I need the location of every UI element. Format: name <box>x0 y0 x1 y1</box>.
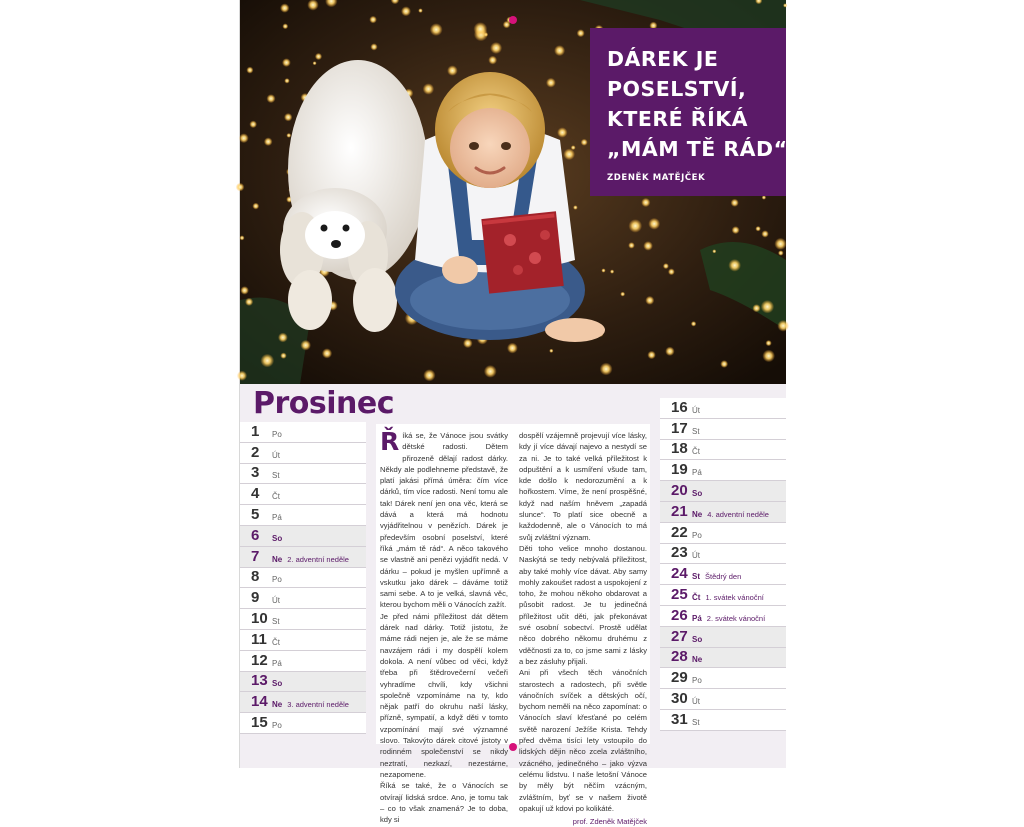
weekday-name: Pá <box>692 468 702 478</box>
weekday-name: Po <box>692 676 702 686</box>
day-number: 30 <box>671 689 688 707</box>
day-row <box>660 419 786 440</box>
day-row <box>660 585 786 606</box>
day-number: 2 <box>251 443 260 461</box>
weekday-name: Út <box>692 405 700 415</box>
day-row <box>660 564 786 585</box>
weekday-name: St <box>272 616 280 626</box>
quote-box <box>590 28 796 196</box>
quote-line: DÁREK JE <box>607 47 719 71</box>
weekday-name: Čt <box>272 492 280 502</box>
weekday-name: Čt <box>272 637 280 647</box>
day-number: 6 <box>251 526 260 544</box>
holiday-label: Štědrý den <box>705 572 742 582</box>
day-row <box>660 627 786 648</box>
day-number: 28 <box>671 648 688 666</box>
quote-line: POSELSTVÍ, <box>607 77 747 101</box>
day-number: 18 <box>671 440 688 458</box>
weekday-name: Ne <box>692 655 703 665</box>
article-column-2 <box>519 430 647 827</box>
day-number: 11 <box>251 630 267 648</box>
top-hole-marker <box>509 16 517 24</box>
weekday-name: Po <box>272 429 282 439</box>
day-row <box>240 713 366 734</box>
day-number: 16 <box>671 398 688 416</box>
holiday-label: 4. adventní neděle <box>707 509 769 519</box>
weekday-name: St <box>692 572 700 582</box>
day-number: 14 <box>251 693 268 711</box>
weekday-name: Po <box>692 530 702 540</box>
quote-text <box>607 44 796 164</box>
article-paragraph: Říká se také, že o Vánocích se otvírají lidská srdce. Ano, je tomu tak – co to však znamená? Je to doba, kdy si <box>380 781 508 825</box>
day-row <box>240 568 366 589</box>
day-row <box>240 630 366 651</box>
quote-author: ZDENĚK MATĚJČEK <box>607 173 706 183</box>
day-row <box>660 689 786 710</box>
day-row <box>240 651 366 672</box>
day-row <box>660 668 786 689</box>
article-paragraph: Ani při všech těch vánočních starostech a radostech, při světle vánočních svíček a dětských očí, bychom neměli na něco zapomínat: o Vánocích slaví křesťané po celém světě narození Ježíše Krista. Tehdy před dvěma tisíci lety vstoupilo do lidských dějin něco zcela zvláštního, vzácného, jedinečného – jako výzva celému lidstvu. I naše letošní Vánoce by měly být něčím vzácným, zvláštním, byť se v našem životě opakují už kdovi po kolikáté. <box>519 668 647 813</box>
weekday-name: So <box>692 488 703 498</box>
day-number: 9 <box>251 589 260 607</box>
day-number: 8 <box>251 568 260 586</box>
day-row <box>240 464 366 485</box>
quote-line: KTERÉ ŘÍKÁ <box>607 107 748 131</box>
weekday-name: So <box>692 634 703 644</box>
day-row <box>240 443 366 464</box>
day-number: 19 <box>671 461 688 479</box>
day-row <box>240 588 366 609</box>
article-paragraph: dospělí vzájemně projevují více lásky, kdy jí více dávají najevo a nestydí se za ni. Je to také velká příležitost k odpuštění a k usmíření všude tam, kde došlo k nedorozumění a k hořkostem. Víme, že není prospěšné, když nad naším hněvem „zapadá slunce“. To platí sice obecně a každodenně, ale o Vánocích to má svůj zvláštní význam. <box>519 431 647 542</box>
day-row <box>660 481 786 502</box>
day-number: 31 <box>671 710 688 728</box>
holiday-label: 3. adventní neděle <box>287 700 349 710</box>
day-number: 12 <box>251 651 268 669</box>
day-row <box>240 547 366 568</box>
days-list-right <box>660 398 786 731</box>
day-row <box>240 526 366 547</box>
day-row <box>660 710 786 731</box>
day-number: 1 <box>251 422 260 440</box>
weekday-name: Út <box>692 696 700 706</box>
weekday-name: Pá <box>692 613 702 623</box>
day-row <box>240 692 366 713</box>
article-column-1 <box>380 427 508 825</box>
day-row <box>240 672 366 693</box>
weekday-name: So <box>272 533 283 543</box>
day-number: 27 <box>671 627 688 645</box>
weekday-name: Út <box>272 596 280 606</box>
article <box>376 424 650 827</box>
day-row <box>660 440 786 461</box>
day-number: 15 <box>251 713 268 731</box>
weekday-name: Ne <box>692 509 703 519</box>
weekday-name: Čt <box>692 447 700 457</box>
weekday-name: Ne <box>272 700 283 710</box>
quote-line: „MÁM TĚ RÁD“. <box>607 137 796 161</box>
day-number: 13 <box>251 672 268 690</box>
day-number: 5 <box>251 505 260 523</box>
day-number: 29 <box>671 669 688 687</box>
weekday-name: Pá <box>272 512 282 522</box>
day-row <box>660 648 786 669</box>
day-number: 25 <box>671 585 688 603</box>
weekday-name: Po <box>272 575 282 585</box>
day-row <box>240 422 366 443</box>
weekday-name: St <box>692 717 700 727</box>
day-row <box>240 505 366 526</box>
day-row <box>660 502 786 523</box>
holiday-label: 1. svátek vánoční <box>705 592 764 602</box>
weekday-name: So <box>272 679 283 689</box>
weekday-name: Pá <box>272 658 282 668</box>
day-row <box>660 523 786 544</box>
holiday-label: 2. adventní neděle <box>287 554 349 564</box>
weekday-name: St <box>272 471 280 481</box>
weekday-name: Út <box>692 551 700 561</box>
day-number: 10 <box>251 609 268 627</box>
drop-cap: Ř <box>380 427 400 456</box>
day-row <box>660 544 786 565</box>
day-row <box>240 609 366 630</box>
day-number: 26 <box>671 606 688 624</box>
day-number: 22 <box>671 523 688 541</box>
day-number: 3 <box>251 464 260 482</box>
day-row <box>660 606 786 627</box>
calendar-page <box>239 0 796 827</box>
month-title: Prosinec <box>253 386 395 421</box>
weekday-name: Po <box>272 720 282 730</box>
day-number: 20 <box>671 481 688 499</box>
article-paragraph: Děti toho velice mnoho dostanou. Naskýtá se tedy nebývalá příležitost, aby také mohly více dávat. Aby samy mohly zakoušet radost a uspokojení z toho, že mohou někoho obdarovat a působit radost. Je tu jedinečná příležitost učit děti, jak překonávat své osobní sobectví. Prostě udělat něco dobrého někomu druhému z vděčnosti za to, co jsme sami z lásky a bez zásluhy přijali. <box>519 543 647 666</box>
day-number: 17 <box>671 419 688 437</box>
article-paragraph: Je před námi příležitost dát dětem dárek nad dárky. Totiž jistotu, že máme rádi nejen je, ale že se máme navzájem rádi i my dospělí kolem dokola. A není vůbec od věci, když třeba při štědrovečerní večeři vyhradíme chvíli, kdy všichni společně vzpomínáme na ty, kdo nějak patří do okruhu naší lásky, přízně, sympatií, a když děti v tomto vzpomínání mají své významné slovo. Takovýto dárek citové jistoty v rodinném společenství se nikdy neztratí, nezkazí, nezestárne, nezapomene. <box>380 611 508 779</box>
day-number: 23 <box>671 544 688 562</box>
day-number: 7 <box>251 547 260 565</box>
days-list-left <box>240 422 366 734</box>
weekday-name: Út <box>272 450 280 460</box>
holiday-label: 2. svátek vánoční <box>706 613 766 623</box>
weekday-name: Čt <box>692 592 701 602</box>
weekday-name: St <box>692 426 700 436</box>
article-signature: prof. Zdeněk Matějček <box>572 817 647 827</box>
day-number: 24 <box>671 565 688 583</box>
day-number: 21 <box>671 502 688 520</box>
day-number: 4 <box>251 485 260 503</box>
day-row <box>660 398 786 419</box>
article-paragraph: Říká se, že Vánoce jsou svátky dětské radosti. Dětem přirozeně dělají radost dárky. Někdy ale podlehneme představě, že platí jakási přímá úměra: čím více dárků, tím více radosti. Není tomu ale tak! Dárek není jen ona věc, která se dává a která má hodnotu vyjádřitelnou v penězích. Dárek je především osobní poselství, které říká „mám tě rád“. A něco takového se vlastně ani penězi vyjádřit nedá. V dárku – pokud je myšlen upřímně a vskutku jako dárek – dáváme totiž sami sebe. A to je velká, slavná věc, kterou bychom měli o Vánocích zažít. <box>380 427 508 610</box>
day-row <box>660 460 786 481</box>
weekday-name: Ne <box>272 554 283 564</box>
day-row <box>240 484 366 505</box>
bottom-hole-marker <box>509 743 517 751</box>
